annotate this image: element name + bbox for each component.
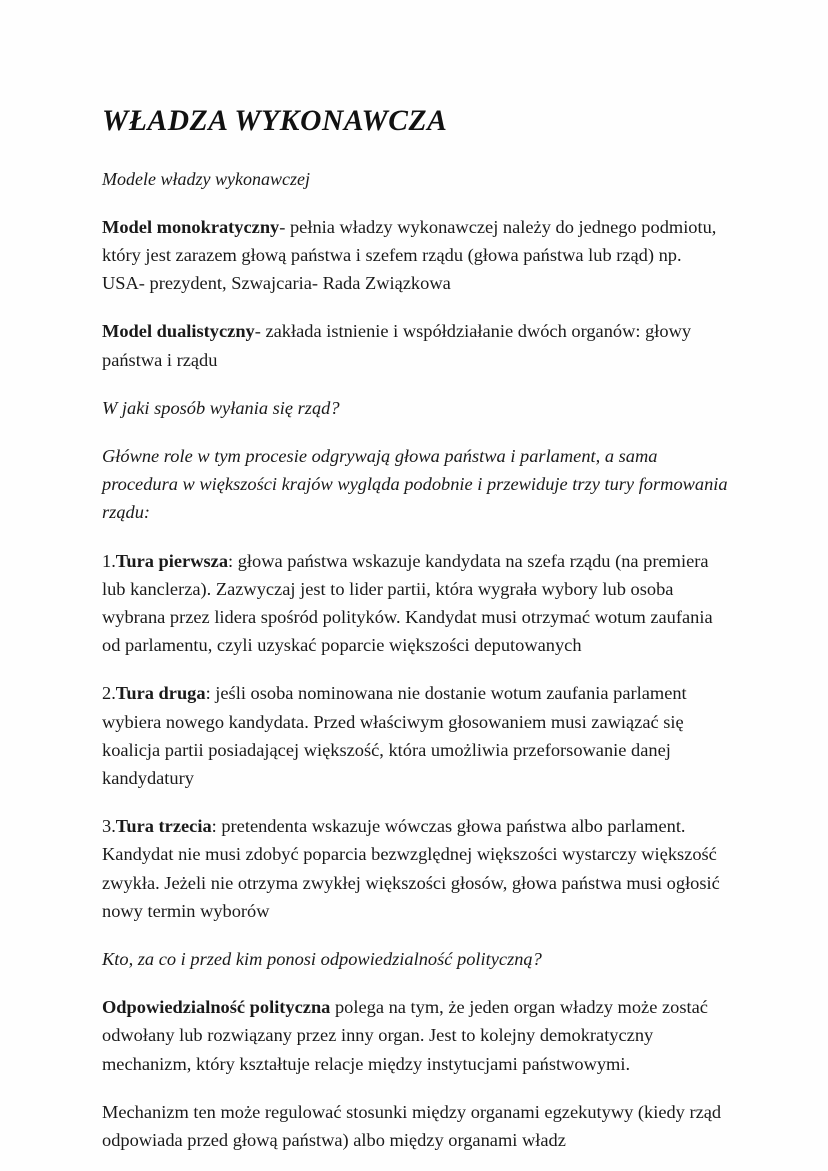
paragraph-text: Główne role w tym procesie odgrywają głowa państwa i parlament, a sama procedura w większości krajów wygląda podobnie i przewiduje trzy tury formowania rządu: xyxy=(102,446,728,523)
list-item-tura-trzecia xyxy=(102,812,728,925)
page-title: WŁADZA WYKONAWCZA xyxy=(102,105,448,137)
list-item-number: 2. xyxy=(102,683,116,704)
list-item-text: : jeśli osoba nominowana nie dostanie wotum zaufania parlament wybiera nowego kandydata. Przed właściwym głosowaniem musi zawiązać się koalicja partii posiadającej większość, która umożliwia przeforsowanie danej kandydatury xyxy=(102,683,687,789)
list-item-number: 1. xyxy=(102,550,116,571)
list-item-lead: Tura pierwsza xyxy=(115,550,229,571)
list-item-lead: Tura druga xyxy=(115,683,206,704)
paragraph-text: Mechanizm ten może regulować stosunki między organami egzekutywy (kiedy rząd odpowiada przed głową państwa) albo między organami władz xyxy=(102,1101,722,1151)
paragraph-text: Kto, za co i przed kim ponosi odpowiedzialność polityczną? xyxy=(102,949,542,970)
paragraph-lead: Odpowiedzialność polityczna xyxy=(102,997,331,1018)
paragraph-text: W jaki sposób wyłania się rząd? xyxy=(102,397,340,418)
paragraph-lead: Model dualistyczny xyxy=(102,321,255,342)
paragraph-mechanizm xyxy=(102,1098,728,1154)
document-body xyxy=(102,104,728,1154)
paragraph-odpowiedzialnosc-polityczna xyxy=(102,993,728,1078)
paragraph-glowne-role xyxy=(102,442,728,527)
paragraph-lead: Model monokratyczny xyxy=(102,216,280,237)
question-heading-rzad xyxy=(102,394,728,422)
paragraph-model-dualistyczny xyxy=(102,317,728,373)
list-item-number: 3. xyxy=(102,816,116,837)
list-item-tura-pierwsza xyxy=(102,547,728,660)
paragraph-text: - zakłada istnienie i współdziałanie dwóch organów: głowy państwa i rządu xyxy=(102,321,692,370)
list-item-lead: Tura trzecia xyxy=(115,816,212,837)
paragraph-text: polega na tym, że jeden organ władzy może zostać odwołany lub rozwiązany przez inny organ. Jest to kolejny demokratyczny mechanizm, który kształtuje relacje między instytucjami państwowymi. xyxy=(102,997,708,1074)
document-subtitle: Modele władzy wykonawczej xyxy=(102,168,310,189)
list-item-tura-druga xyxy=(102,679,728,792)
list-item-text: : pretendenta wskazuje wówczas głowa państwa albo parlament. Kandydat nie musi zdobyć poparcia bezwzględnej większości wystarczy większość zwykła. Jeżeli nie otrzyma zwykłej większości głosów, głowa państwa musi ogłosić nowy termin wyborów xyxy=(102,816,720,921)
question-heading-odpowiedzialnosc xyxy=(102,945,728,973)
list-item-text: : głowa państwa wskazuje kandydata na szefa rządu (na premiera lub kanclerza). Zazwyczaj jest to lider partii, która wygrała wybory lub osoba wybrana przez lidera spośród polityków. Kandydat musi otrzymać wotum zaufania od parlamentu, czyli uzyskać poparcie większości deputowanych xyxy=(102,550,713,656)
paragraph-model-monokratyczny xyxy=(102,213,728,298)
paragraph-text: - pełnia władzy wykonawczej należy do jednego podmiotu, który jest zarazem głową państwa i szefem rządu (głowa państwa lub rząd) np. USA- prezydent, Szwajcaria- Rada Związkowa xyxy=(102,216,717,294)
